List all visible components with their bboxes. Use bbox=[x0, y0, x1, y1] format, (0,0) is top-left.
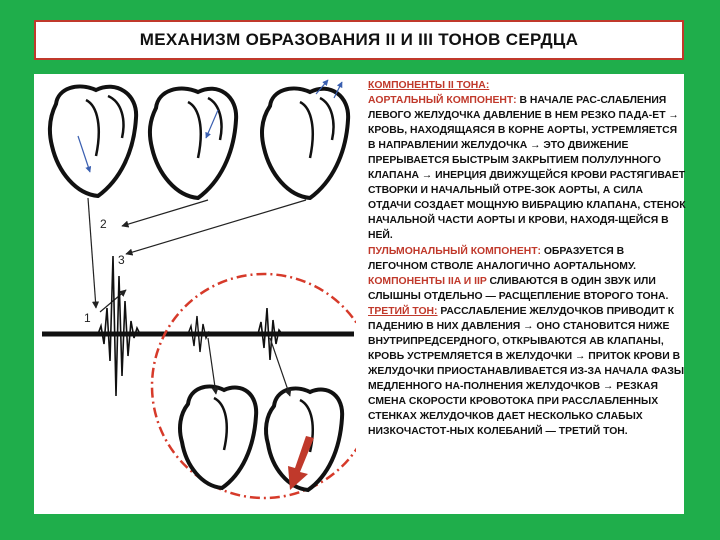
text-panel bbox=[368, 78, 686, 512]
components-text: СЛИВАЮТСЯ В ОДИН ЗВУК ИЛИ СЛЫШНЫ ОТДЕЛЬНО — РАСЩЕПЛЕНИЕ ВТОРОГО ТОНА. bbox=[368, 275, 669, 302]
components-label: КОМПОНЕНТЫ IIA И IIP bbox=[368, 275, 487, 287]
third-tone-label: ТРЕТИЙ ТОН: bbox=[368, 305, 438, 317]
title-box bbox=[34, 20, 684, 60]
page-title: МЕХАНИЗМ ОБРАЗОВАНИЯ II И III ТОНОВ СЕРДЦА bbox=[139, 30, 579, 49]
content-panel bbox=[34, 74, 684, 514]
heart-diagram-3 bbox=[262, 80, 348, 198]
heading-ii-tone: КОМПОНЕНТЫ II ТОНА: bbox=[368, 80, 490, 91]
aortic-label: АОРТАЛЬНЫЙ КОМПОНЕНТ: bbox=[368, 95, 517, 107]
third-tone-text: РАССЛАБЛЕНИЕ ЖЕЛУДОЧКОВ ПРИВОДИТ К ПАДЕНИЮ В НИХ ДАВЛЕНИЯ → ОНО СТАНОВИТСЯ НИЖЕ ВНУТРИПРЕДСЕРДНОГО, ОТКРЫВАЮТСЯ АВ КЛАПАНЫ, КРОВЬ УСТРЕМЛЯЕТСЯ В ЖЕЛУДОЧКИ → ПРИТОК КРОВИ В ЖЕЛУДОЧКИ ПРИОСТАНАВЛИВАЕТСЯ ИЗ-ЗА НАЧАЛА ФАЗЫ МЕДЛЕННОГО НА-ПОЛНЕНИЯ ЖЕЛУДОЧКОВ → РЕЗКАЯ СМЕНА СКОРОСТИ КРОВОТОКА ПРИ РАССЛАБЛЕННЫХ СТЕНКАХ ЖЕЛУДОЧКОВ ДАЕТ НЕСКОЛЬКО СЛАБЫХ НИЗКОЧАСТОТ-НЫХ КОЛЕБАНИЙ — ТРЕТИЙ ТОН. bbox=[368, 305, 685, 438]
heart-diagram-2 bbox=[150, 89, 236, 198]
third-tone-highlight-circle bbox=[152, 274, 356, 498]
red-flow-arrow bbox=[288, 436, 314, 490]
wave-label-3: 3 bbox=[118, 253, 125, 267]
wave-label-2: 2 bbox=[100, 217, 107, 231]
pulmonary-text: ОБРАЗУЕТСЯ В ЛЕГОЧНОМ СТВОЛЕ АНАЛОГИЧНО АОРТАЛЬНОМУ. bbox=[368, 245, 637, 272]
wave-label-1: 1 bbox=[84, 311, 91, 325]
heart-diagram-4 bbox=[180, 386, 256, 488]
heart-sounds-figure bbox=[38, 76, 356, 512]
pulmonary-label: ПУЛЬМОНАЛЬНЫЙ КОМПОНЕНТ: bbox=[368, 245, 541, 257]
heart-diagram-1 bbox=[50, 86, 136, 196]
phonocardiogram-trace bbox=[42, 256, 354, 396]
aortic-text: В НАЧАЛЕ РАС-СЛАБЛЕНИЯ ЛЕВОГО ЖЕЛУДОЧКА ДАВЛЕНИЕ В НЕМ РЕЗКО ПАДА-ЕТ → КРОВЬ, НАХОДЯЩАЯСЯ В КОРНЕ АОРТЫ, УСТРЕМЛЯЕТСЯ В НАПРАВЛЕНИИ ЖЕЛУДОЧКА → ЭТО ДВИЖЕНИЕ ПРЕРЫВАЕТСЯ БЫСТРЫМ ЗАКРЫТИЕМ ПОЛУЛУННОГО КЛАПАНА → ИНЕРЦИЯ ДВИЖУЩЕЙСЯ КРОВИ РАСТЯГИВАЕТ СТВОРКИ И НАЧАЛЬНЫЙ ОТРЕ-ЗОК АОРТЫ, А СИЛА ОТДАЧИ СОЗДАЕТ МОЩНУЮ ВИБРАЦИЮ КЛАПАНА, СТЕНОК НАЧАЛЬНОЙ ЧАСТИ АОРТЫ И КРОВИ, НАХОДЯ-ЩЕЙСЯ В НЕЙ. bbox=[368, 95, 686, 242]
